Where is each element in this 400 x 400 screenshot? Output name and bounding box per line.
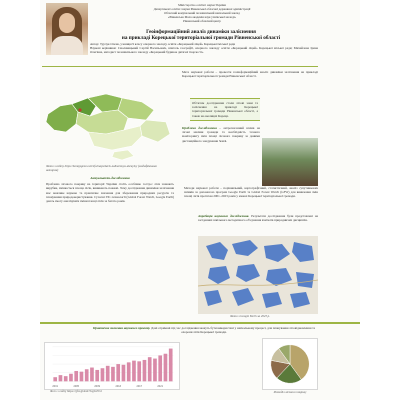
conclusion-box (90, 326, 318, 334)
tick-label-2005: 2005 (73, 385, 79, 389)
bar-2008 (90, 368, 94, 382)
author-photo (46, 3, 88, 55)
header-line-3: Обласний комунальний позашкільний навчальний заклад (164, 11, 240, 16)
forest-photo (262, 138, 318, 186)
conclusion-heading: Практичне значення наукового проєкту. (92, 326, 151, 330)
chart-left-caption: Фото з сайту https://gfw.global/3vg2wWd (50, 389, 102, 393)
bar-2020 (153, 359, 157, 382)
bar-2018 (143, 360, 147, 381)
approbation-text: Результати дослідження були представлені на засіданнях шкільного методичного об'єднання вчителів природничих дисциплін. (198, 214, 319, 223)
bar-2007 (85, 369, 89, 381)
bar-2016 (132, 361, 136, 382)
author-text-1: Автор: Турчук Олена, учениця 9 класу опорного закладу освіти «Корецький ліцей» Корецької міської ради (90, 42, 236, 46)
map-marker-korets (78, 108, 81, 111)
bar-2014 (122, 365, 126, 382)
bar-2017 (137, 361, 141, 381)
bar-2019 (148, 357, 152, 381)
object-text: Об'єктом дослідження стали лісові зони та заліснення на прикладі Корецької територіальної громади Рівненської області, а також на околицях Кореця. (192, 101, 258, 118)
bar-2023 (169, 349, 173, 382)
header-block (86, 3, 318, 31)
header-line-4: «Рівненська Мала академія наук учнівської молоді» (167, 15, 237, 20)
ukraine-forest-map (42, 84, 174, 164)
bar-2003 (64, 376, 68, 381)
forest-distribution-pie-chart (262, 338, 318, 390)
object-box (190, 98, 260, 121)
title-line-2: на прикладі Корецької територіальної громади Рівненської області (121, 35, 281, 41)
tick-label-2017: 2017 (136, 385, 142, 389)
problem-box (182, 126, 260, 143)
divider-bottom (40, 322, 360, 324)
header-line-1: Міністерство освіти і науки України (178, 3, 226, 7)
poster-title (84, 29, 318, 41)
methods-text: Методи наукової роботи – порівняльний, картографічний, статистичний, аналіз супутникових знімків за допомогою програм Google Earth та Global Forest Watch (GFW) для виявлення змін площі лісів протягом 2001–2023 років у межах Корецької територіальної громади. (184, 186, 318, 199)
title-line-1: Геоінформаційний аналіз динаміки заліснення (146, 29, 256, 35)
map-region-crimea (112, 150, 134, 160)
map-region-east (140, 120, 170, 142)
map-caption: Фото з сайту https://konigsgrass.net/nfo/maps/kartu-zaliszennya-ukrayiny (модифіковано автором) (46, 164, 157, 172)
header-line-5: Рівненський обласний центр (183, 19, 221, 24)
bar-2005 (74, 371, 78, 381)
tick-label-2021: 2021 (157, 385, 163, 389)
bar-2004 (69, 374, 73, 382)
relevance-text: Проблема лісового покриву на території України стоїть особливо гостро: ліси зазнають вирубки, змінюється площа лісів, виникають пожежі. Тому дослідження динаміки заліснення має важливе наукове та практичне значення для збереження природних ресурсів та планування природокористування. Сучасні ГІС-технології (Global Forest Watch, Google Earth) дають змогу аналізувати зміни площі лісів за багато років. (46, 182, 174, 204)
photo-face (59, 13, 75, 33)
forest-loss-bar-chart (44, 342, 180, 390)
map-region-west (46, 104, 78, 132)
conclusion-text: Дані отримані під час дослідження можуть бути використані у навчальному процесі, для планування лісовідновлення та охорони лісів Корецької громади. (151, 326, 316, 335)
problem-text: – антропогенний вплив на лісові масиви громади та необхідність точного моніторингу змін площі лісового покриву за даними дистанційного зондування Землі. (182, 126, 260, 143)
author-block (90, 42, 318, 54)
methods-box (184, 186, 318, 199)
bar-2001 (53, 377, 57, 381)
approbation-box (198, 214, 318, 222)
tick-label-2001: 2001 (52, 385, 58, 389)
tick-label-2013: 2013 (115, 385, 121, 389)
divider-top (42, 66, 318, 67)
bar-2012 (111, 367, 115, 381)
bar-2021 (158, 355, 162, 381)
approbation-heading: Апробація наукового дослідження. (198, 214, 250, 218)
goal-box (182, 70, 318, 78)
header-line-2: Департамент освіти і науки Рівненської обласної державної адміністрації (153, 7, 251, 12)
satellite-forest-map (198, 236, 318, 314)
author-text-2: Наукові керівники: Смоляницький Сергій Васильович, вчитель географії, опорного закладу освіти «Корецький ліцей» Корецької міської ради; Михайлова Ірина Олегівна, методист позашкільного закладу «Корецький будинок дитячої творчості» (90, 46, 318, 55)
bar-2009 (95, 370, 99, 381)
bar-2006 (80, 372, 84, 382)
tick-label-2009: 2009 (94, 385, 100, 389)
satellite-caption: Фото з Google Earth за 2023 р. (230, 314, 270, 318)
bar-2011 (106, 366, 110, 382)
bar-2010 (101, 368, 105, 381)
photo-body (51, 36, 83, 55)
relevance-box (46, 176, 174, 203)
bar-2022 (164, 354, 168, 382)
bar-2013 (116, 364, 120, 381)
bar-2015 (127, 362, 131, 381)
problem-heading: Проблема дослідження (182, 126, 217, 130)
relevance-heading: Актуальність дослідження (90, 176, 130, 180)
goal-text: Мета наукової роботи – провести геоінформаційний аналіз динаміки заліснення на прикладі Корецької територіальної громади Рівненської області. (182, 70, 318, 79)
bar-2002 (59, 375, 63, 381)
chart-right-caption: Розподіл лісового покриву (273, 390, 307, 394)
